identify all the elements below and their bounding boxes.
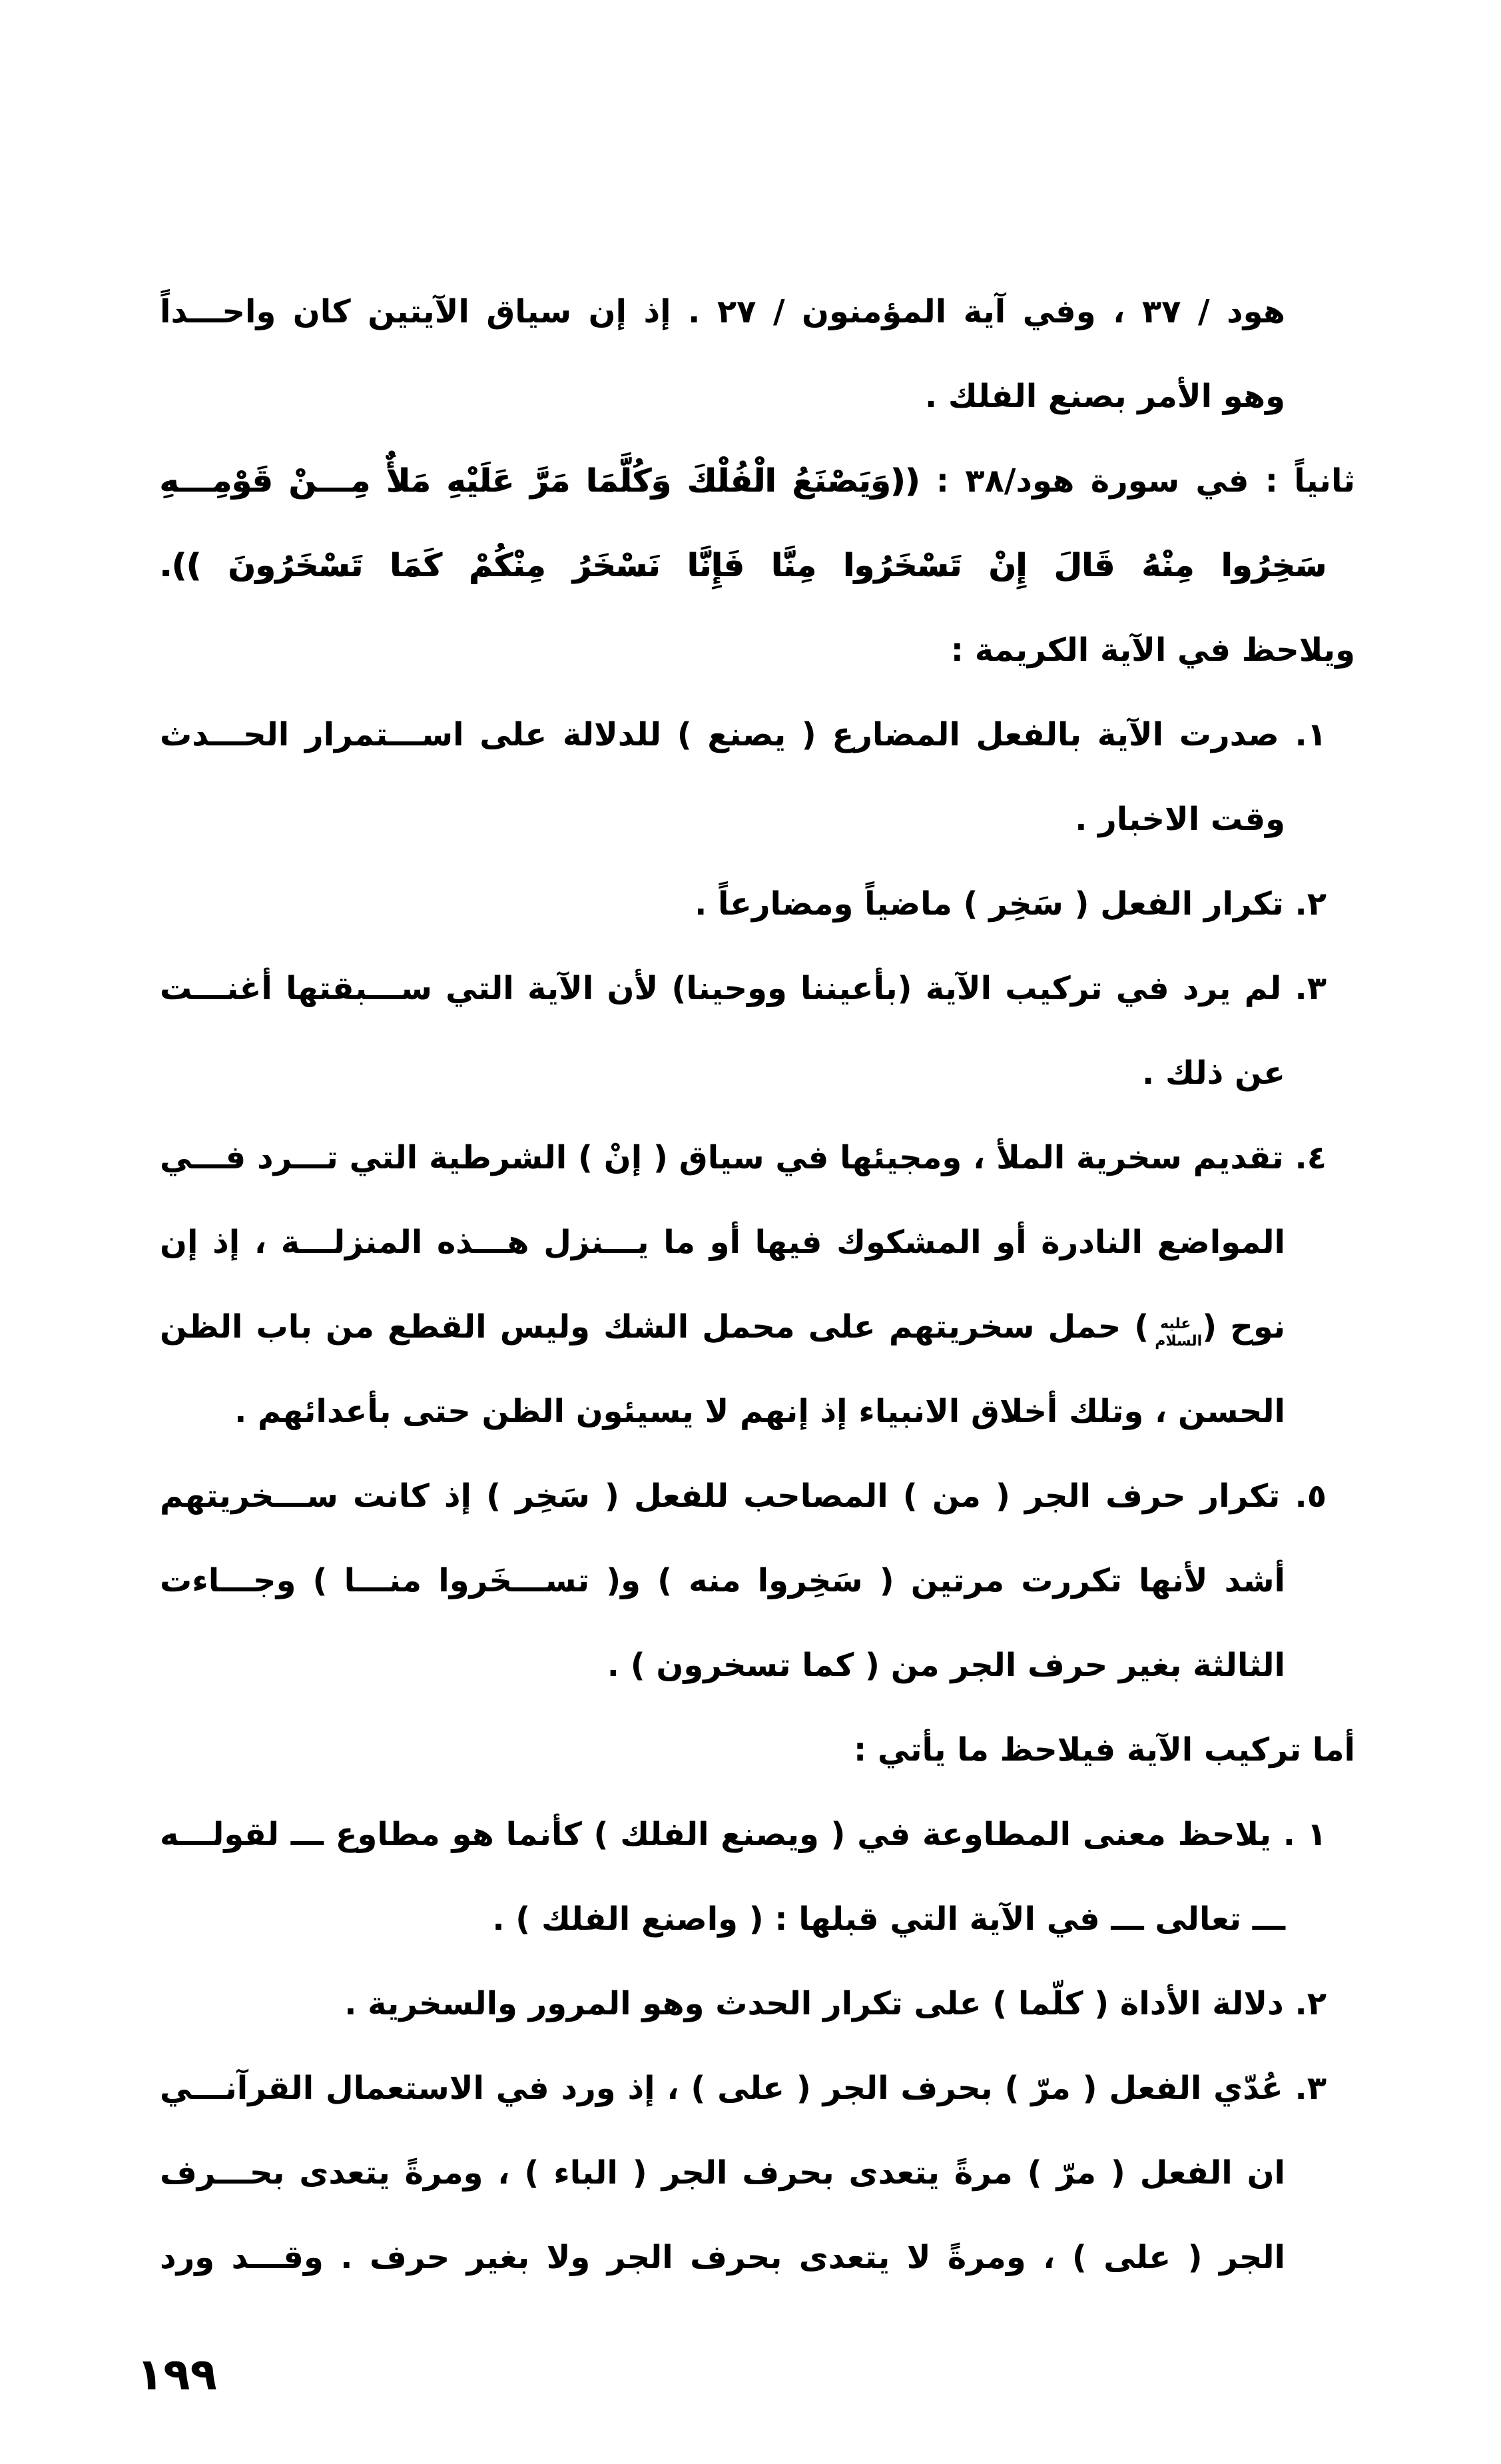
- note-item-1: ١. صدرت الآية بالفعل المضارع ( يصنع ) للدلالة على اســـتمرار الحـــدث: [160, 716, 1327, 753]
- section-heading-structure-notes: أما تركيب الآية فيلاحظ ما يأتي :: [853, 1731, 1355, 1769]
- secondly-label: ثانياً : في سورة هود/٣٨ :: [920, 462, 1355, 500]
- section-heading-verse-notes: ويلاحظ في الآية الكريمة :: [950, 631, 1355, 669]
- structure-item-3-cont-1: ان الفعل ( مرّ ) مرةً يتعدى بحرف الجر ( الباء ) ، ومرةً يتعدى بحـــرف: [160, 2154, 1285, 2192]
- quran-verse-part-2: سَخِرُوا مِنْهُ قَالَ إِنْ تَسْخَرُوا مِنَّا فَإِنَّا نَسْخَرُ مِنْكُمْ كَمَا تَسْخَرُونَ )).: [160, 547, 1327, 584]
- note-item-5: ٥. تكرار حرف الجر ( من ) المصاحب للفعل ( سَخِر ) إذ كانت ســـخريتهم: [160, 1477, 1327, 1515]
- text-line-2: وهو الأمر بصنع الفلك .: [924, 378, 1285, 415]
- noah-name: نوح (: [1202, 1308, 1286, 1346]
- text-line-3: [160, 439, 1355, 524]
- text-block: [160, 270, 1355, 2300]
- note-item-5-end: الثالثة بغير حرف الجر من ( كما تسخرون ) .: [607, 1647, 1285, 1684]
- quran-verse-part-1: ((وَيَصْنَعُ الْفُلْكَ وَكُلَّمَا مَرَّ عَلَيْهِ مَلأٌ مِـــنْ قَوْمِـــهِ: [160, 462, 920, 500]
- note-item-4-cont-1: المواضع النادرة أو المشكوك فيها أو ما يـــنزل هـــذه المنزلـــة ، إذ إن: [160, 1224, 1285, 1261]
- page-number: ١٩٩: [137, 2349, 217, 2400]
- structure-item-1-end: ـــ تعالى ـــ في الآية التي قبلها : ( واصنع الفلك ) .: [492, 1900, 1285, 1938]
- note-item-3-end: عن ذلك .: [1142, 1054, 1285, 1092]
- note-item-3: ٣. لم يرد في تركيب الآية (بأعيننا ووحينا) لأن الآية التي ســـبقتها أغنـــت: [160, 970, 1327, 1007]
- note-item-4-cont-2: [160, 1285, 1285, 1370]
- text-line-1: هود / ٣٧ ، وفي آية المؤمنون / ٢٧ . إذ إن سياق الآيتين كان واحـــداً: [160, 293, 1286, 330]
- structure-item-3-cont-2: الجر ( على ) ، ومرةً لا يتعدى بحرف الجر ولا بغير حرف . وقـــد ورد: [160, 2239, 1285, 2276]
- structure-item-1: ١ . يلاحظ معنى المطاوعة في ( ويصنع الفلك ) كأنما هو مطاوع ـــ لقولـــه: [160, 1816, 1327, 1853]
- structure-item-3: ٣. عُدّي الفعل ( مرّ ) بحرف الجر ( على ) ، إذ ورد في الاستعمال القرآنـــي: [160, 2070, 1327, 2107]
- note-item-4-end: الحسن ، وتلك أخلاق الانبياء إذ إنهم لا يسيئون الظن حتى بأعدائهم .: [234, 1393, 1285, 1430]
- note-item-2: ٢. تكرار الفعل ( سَخِر ) ماضياً ومضارعاً .: [695, 885, 1327, 923]
- note-item-1-end: وقت الاخبار .: [1075, 801, 1285, 838]
- structure-item-2: ٢. دلالة الأداة ( كلّما ) على تكرار الحدث وهو المرور والسخرية .: [344, 1985, 1327, 2022]
- note-item-4: ٤. تقديم سخرية الملأ ، ومجيئها في سياق ( إنْ ) الشرطية التي تـــرد فـــي: [160, 1139, 1327, 1176]
- note-item-5-cont: أشد لأنها تكررت مرتين ( سَخِروا منه ) و( تســـخَروا منـــا ) وجـــاءت: [160, 1562, 1285, 1599]
- note-item-4-cont-2-text: ) حمل سخريتهم على محمل الشك وليس القطع من باب الظن: [160, 1308, 1149, 1346]
- honorific-alayhi-salam-mark: عليه السلام: [1155, 1316, 1203, 1350]
